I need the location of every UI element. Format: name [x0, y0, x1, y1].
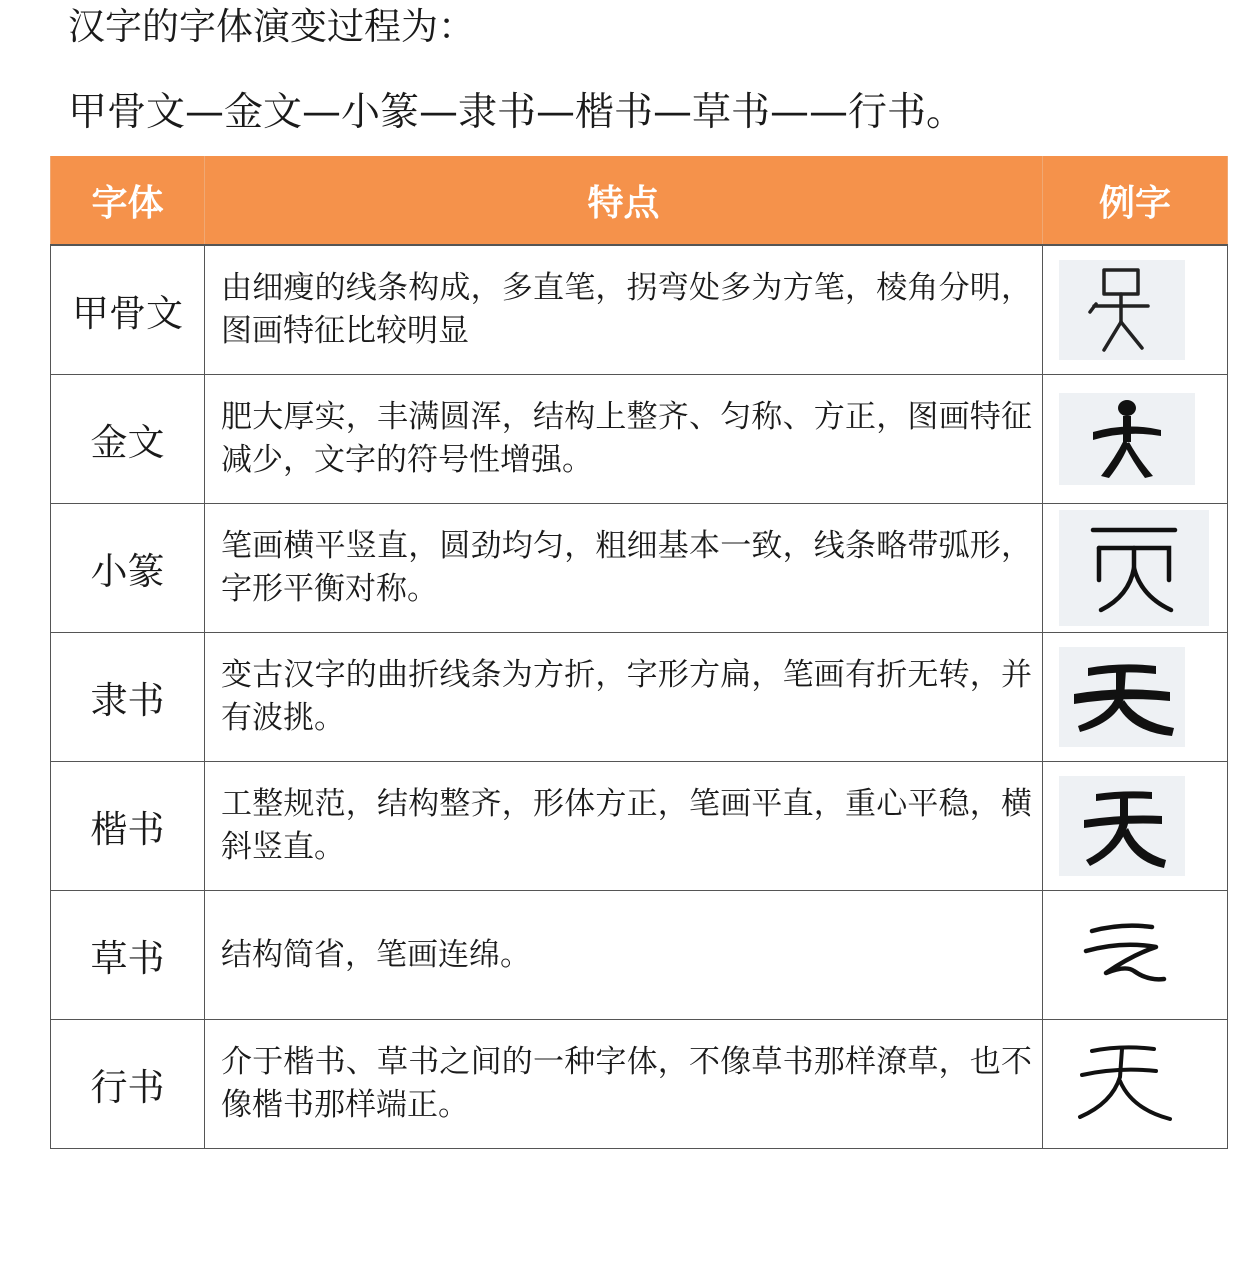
example-cell	[1043, 633, 1228, 762]
example-cell	[1043, 891, 1228, 1020]
script-name: 金文	[51, 375, 205, 504]
script-features: 介于楷书、草书之间的一种字体，不像草书那样潦草，也不像楷书那样端正。	[205, 1020, 1043, 1149]
table-row	[51, 1020, 1228, 1149]
header-example: 例字	[1043, 156, 1228, 245]
script-features: 工整规范，结构整齐，形体方正，笔画平直，重心平稳，横斜竖直。	[205, 762, 1043, 891]
oracle-bone-tian-icon	[1059, 260, 1185, 360]
header-features: 特点	[205, 156, 1043, 245]
script-features: 结构简省，笔画连绵。	[205, 891, 1043, 1020]
script-features: 笔画横平竖直，圆劲均匀，粗细基本一致，线条略带弧形，字形平衡对称。	[205, 504, 1043, 633]
running-tian-icon	[1059, 1033, 1185, 1133]
example-cell	[1043, 504, 1228, 633]
script-name: 行书	[51, 1020, 205, 1149]
example-cell	[1043, 762, 1228, 891]
bronze-tian-icon	[1059, 393, 1195, 485]
script-name: 草书	[51, 891, 205, 1020]
intro-text: 汉字的字体演变过程为：	[68, 5, 475, 48]
script-name: 隶书	[51, 633, 205, 762]
table-header-row	[51, 156, 1228, 245]
script-features: 由细瘦的线条构成，多直笔，拐弯处多为方笔，棱角分明，图画特征比较明显	[205, 245, 1043, 375]
evolution-sequence: 甲骨文—金文—小篆—隶书—楷书—草书——行书。	[68, 90, 966, 135]
table-row	[51, 891, 1228, 1020]
regular-tian-icon	[1059, 776, 1185, 876]
script-features: 变古汉字的曲折线条为方折，字形方扁，笔画有折无转，并有波挑。	[205, 633, 1043, 762]
example-cell	[1043, 375, 1228, 504]
script-name: 小篆	[51, 504, 205, 633]
script-evolution-table	[50, 156, 1227, 1149]
cursive-tian-icon	[1059, 905, 1185, 1005]
clerical-tian-icon	[1059, 647, 1185, 747]
example-cell	[1043, 1020, 1228, 1149]
script-name: 楷书	[51, 762, 205, 891]
script-name: 甲骨文	[51, 245, 205, 375]
table-row	[51, 245, 1228, 375]
table-row	[51, 504, 1228, 633]
seal-tian-icon	[1059, 510, 1209, 626]
example-cell	[1043, 245, 1228, 375]
table-row	[51, 375, 1228, 504]
script-features: 肥大厚实，丰满圆浑，结构上整齐、匀称、方正，图画特征减少，文字的符号性增强。	[205, 375, 1043, 504]
table-row	[51, 633, 1228, 762]
table-row	[51, 762, 1228, 891]
header-script: 字体	[51, 156, 205, 245]
